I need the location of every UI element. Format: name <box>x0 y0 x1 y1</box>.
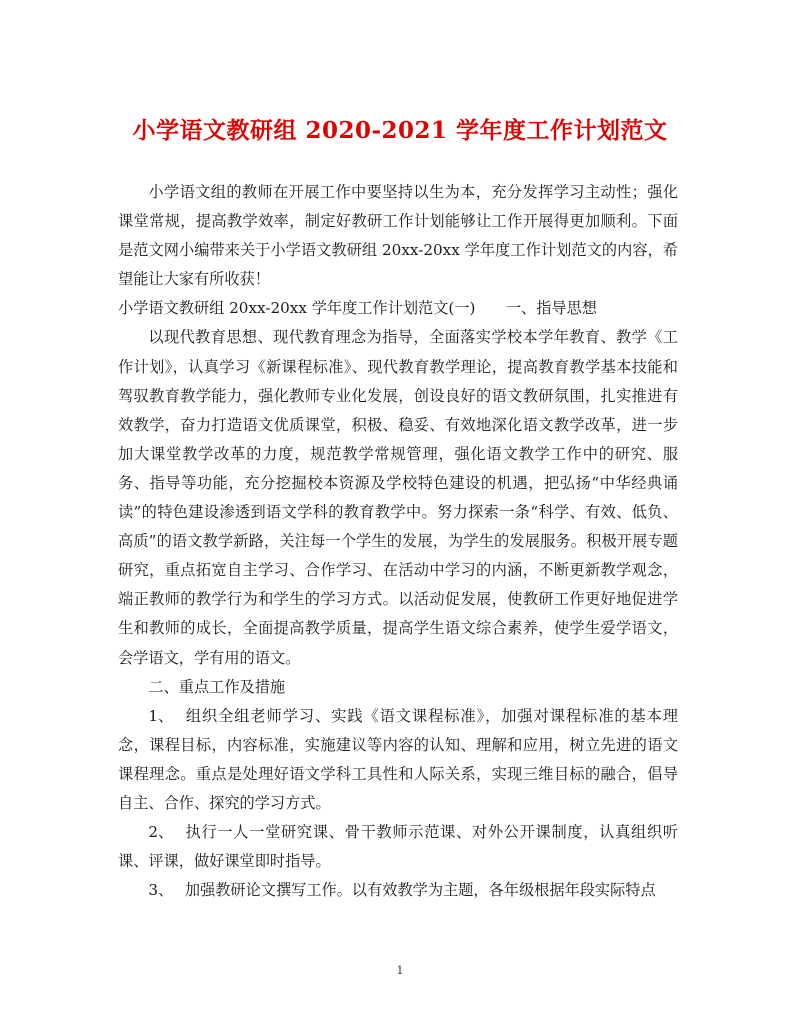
subtitle-line: 小学语文教研组 20xx-20xx 学年度工作计划范文(一) 一、指导思想 <box>118 299 597 318</box>
page-number: 1 <box>396 964 404 977</box>
list-item-number: 2、 <box>148 823 174 842</box>
page-title: 小学语文教研组 2020-2021 学年度工作计划范文 <box>132 117 668 144</box>
list-item-text: 组织全组老师学习、实践《语文课程标准》，加强对课程标准的基本理念，课程目标，内容标准，实施建议等内容的认知、理解和应用，树立先进的语文课程理念。重点是处理好语文学科工具性和人际关系，实现三维目标的融合，倡导自主、合作、探究的学习方式。 <box>118 706 678 812</box>
list-item <box>118 702 678 818</box>
list-item-text: 执行一人一堂研究课、骨干教师示范课、对外公开课制度，认真组织听课、评课，做好课堂即时指导。 <box>118 823 678 871</box>
list-item-number: 3、 <box>148 881 174 900</box>
list-item-text: 加强教研论文撰写工作。以有效教学为主题，各年级根据年段实际特点 <box>184 881 656 900</box>
intro-paragraph: 小学语文组的教师在开展工作中要坚持以生为本，充分发挥学习主动性；强化课堂常规，提高教学效率，制定好教研工作计划能够让工作开展得更加顺利。下面是范文网小编带来关于小学语文教研组 20xx-20xx 学年度工作计划范文的内容，希望能让大家有所收获！ <box>118 183 678 289</box>
section-heading: 二、重点工作及措施 <box>148 677 286 696</box>
guiding-paragraph: 以现代教育思想、现代教育理念为指导，全面落实学校本学年教育、教学《工作计划》，认真学习《新课程标准》、现代教育教学理论，提高教育教学基本技能和驾驭教育教学能力，强化教师专业化发展，创设良好的语文教研氛围，扎实推进有效教学，奋力打造语文优质课堂，积极、稳妥、有效地深化语文教学改革，进一步加大课堂教学改革的力度，规范教学常规管理，强化语文教学工作中的研究、服务、指导等功能，充分挖掘校本资源及学校特色建设的机遇，把弘扬“中华经典诵读”的特色建设渗透到语文学科的教育教学中。努力探索一条“科学、有效、低负、高质”的语文教学新路，关注每一个学生的发展，为学生的发展服务。积极开展专题研究，重点拓宽自主学习、合作学习、在活动中学习的内涵，不断更新教学观念，端正教师的教学行为和学生的学习方式。以活动促发展，使教研工作更好地促进学生和教师的成长，全面提高教学质量，提高学生语文综合素养，使学生爱学语文，会学语文，学有用的语文。 <box>118 328 678 667</box>
list-item-number: 1、 <box>148 706 174 725</box>
document-body <box>118 178 678 905</box>
list-item <box>118 818 678 876</box>
list-item <box>118 876 678 905</box>
